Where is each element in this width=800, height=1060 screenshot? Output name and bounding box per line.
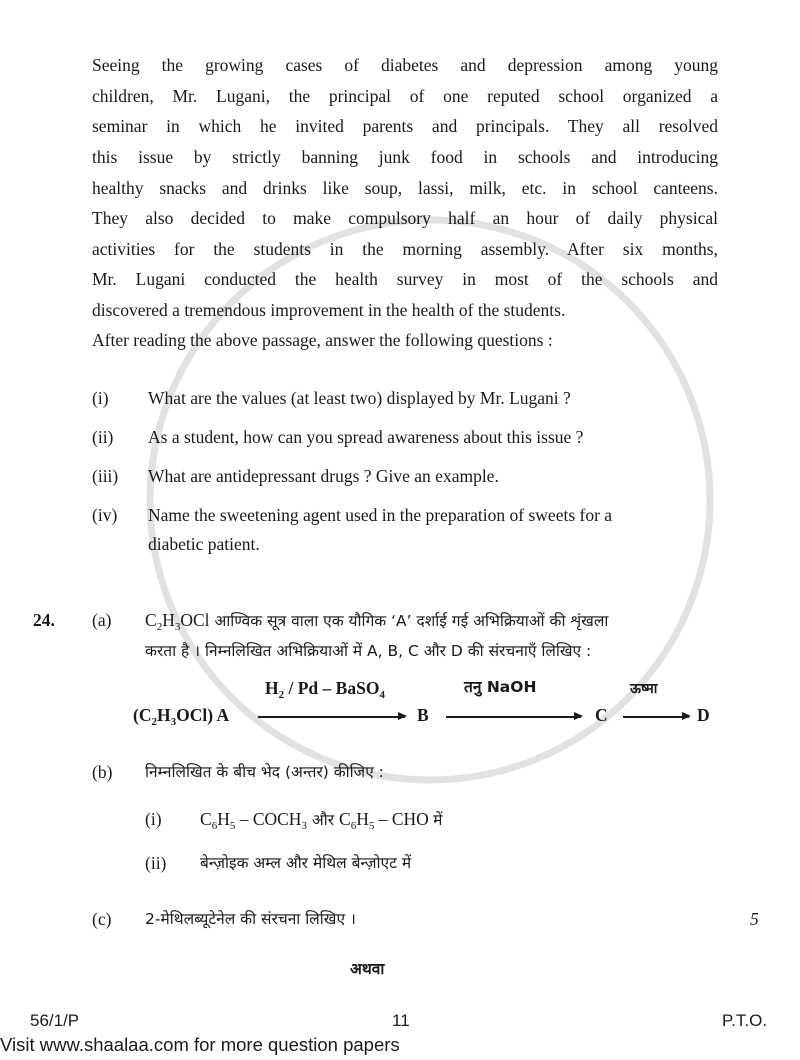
question-text: What are antidepressant drugs ? Give an example. [148,466,499,486]
product-d: D [697,705,710,725]
question-text: What are the values (at least two) displayed by Mr. Lugani ? [148,388,571,408]
visit-link[interactable]: Visit www.shaalaa.com for more question papers [0,1034,400,1055]
part-b-item-number: (ii) [145,853,167,873]
question-number: (iii) [92,466,119,486]
part-c-text: 2-मेथिलब्यूटेनेल की संरचना लिखिए । [145,910,356,928]
reaction-arrow-1 [258,716,405,718]
passage-line: Seeing the growing cases of diabetes and depression among young [92,55,718,75]
product-c: C [595,705,608,725]
question-number: (ii) [92,427,114,447]
part-b-item-text: बेन्ज़ोइक अम्ल और मेथिल बेन्ज़ोएट में [200,854,412,872]
reaction-arrow-3 [623,716,689,718]
part-b-item-number: (i) [145,809,162,829]
passage-line: children, Mr. Lugani, the principal of one reputed school organized a [92,86,718,106]
question-text: As a student, how can you spread awareness about this issue ? [148,427,584,447]
part-b-text: निम्नलिखित के बीच भेद (अन्तर) कीजिए : [145,763,384,781]
passage-line: discovered a tremendous improvement in the health of the students. [92,300,566,320]
passage-line: activities for the students in the morning assembly. After six months, [92,239,718,259]
passage-line: Mr. Lugani conducted the health survey in most of the schools and [92,269,718,289]
marks: 5 [750,909,759,929]
part-a-label: (a) [92,610,112,630]
reagent-3: ऊष्मा [630,681,658,697]
passage-line: this issue by strictly banning junk food in schools and introducing [92,147,718,167]
part-b-item-text: $C_6H_5$ – $COCH_3$ और $C_6H_5$ – CHO में [200,809,443,832]
paper-code: 56/1/P [30,1011,80,1030]
passage-line: seminar in which he invited parents and principals. They all resolved [92,116,718,136]
part-a-line1: $C_2H_3OCl$ आण्विक सूत्र वाला एक यौगिक ‘A’ दर्शाई गई अभिक्रियाओं की शृंखला [145,610,609,633]
question-24-number: 24. [33,610,55,630]
part-a-line2: करता है । निम्नलिखित अभिक्रियाओं में A, B, C और D की संरचनाएँ लिखिए : [145,642,592,660]
reagent-2: तनु NaOH [464,678,537,696]
reagent-1: $H_2$ / Pd – BaSO$_4$ [265,678,385,701]
part-b-label: (b) [92,762,113,782]
instruction: After reading the above passage, answer the following questions : [92,330,553,350]
passage-line: healthy snacks and drinks like soup, lassi, milk, etc. in school canteens. [92,178,718,198]
passage-line: They also decided to make compulsory half an hour of daily physical [92,208,718,228]
question-number: (iv) [92,505,118,525]
product-b: B [417,705,429,725]
or-separator: अथवा [350,960,385,978]
reaction-arrow-2 [446,716,581,718]
question-number: (i) [92,388,109,408]
reactant-a: $(C_2H_3OCl)$ A [133,705,230,728]
question-text-continued: diabetic patient. [148,534,260,554]
part-c-label: (c) [92,909,112,929]
pto: P.T.O. [722,1011,768,1030]
question-text: Name the sweetening agent used in the preparation of sweets for a [148,505,613,525]
page-number: 11 [392,1011,410,1030]
